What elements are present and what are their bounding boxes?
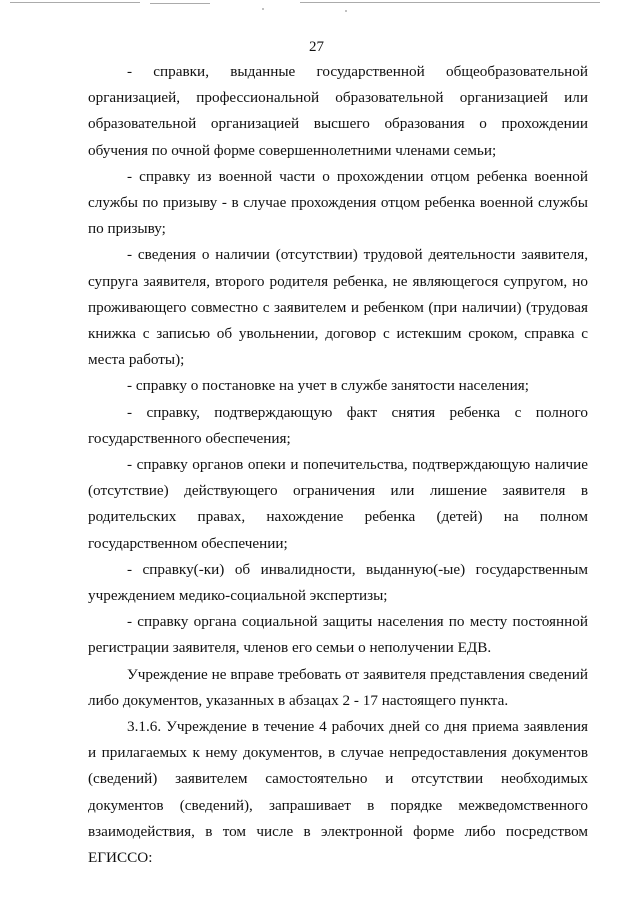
paragraph-military-service: - справку из военной части о прохождении отцом ребенка военной службы по призыву - в случае прохождения отцом ребенка военной службы по призыву; bbox=[88, 167, 588, 238]
scan-artifact bbox=[345, 10, 347, 12]
document-body bbox=[88, 59, 588, 871]
paragraph-employment-info: - сведения о наличии (отсутствии) трудовой деятельности заявителя, супруга заявителя, второго родителя ребенка, не являющегося супругом, но проживающего совместно с заявителем и ребенком (при наличии) (трудовая книжка с записью об увольнении, договор с истекшим сроком, справка с места работы); bbox=[88, 246, 588, 369]
scan-artifact bbox=[10, 2, 140, 3]
paragraph-disability: - справку(-ки) об инвалидности, выданную(-ые) государственным учреждением медико-социальной экспертизы; bbox=[88, 560, 588, 605]
paragraph-school-certificates: - справки, выданные государственной общеобразовательной организацией, профессиональной образовательной организацией или образовательной организацией высшего образования о прохождении обучения по очной форме совершеннолетними членами семьи; bbox=[88, 63, 588, 159]
page-number: 27 bbox=[309, 39, 324, 55]
paragraph-guardianship: - справку органов опеки и попечительства, подтверждающую наличие (отсутствие) действующего ограничения или лишение заявителя в родительских правах, нахождение ребенка (детей) на полном государственном обеспечении; bbox=[88, 456, 588, 552]
scan-artifact bbox=[262, 8, 264, 10]
paragraph-section-3-1-6: 3.1.6. Учреждение в течение 4 рабочих дней со дня приема заявления и прилагаемых к нему документов, в случае непредоставления документов (сведений) заявителем самостоятельно и отсутствии необходимых документов (сведений), запрашивает в порядке межведомственного взаимодействия, в том числе в электронной форме либо посредством ЕГИССО: bbox=[88, 718, 588, 867]
paragraph-restriction: Учреждение не вправе требовать от заявителя представления сведений либо документов, указанных в абзацах 2 - 17 настоящего пункта. bbox=[88, 665, 588, 709]
scan-artifact bbox=[300, 2, 600, 3]
paragraph-social-protection: - справку органа социальной защиты населения по месту постоянной регистрации заявителя, членов его семьи о неполучении ЕДВ. bbox=[88, 613, 588, 657]
scan-artifact bbox=[150, 3, 210, 4]
paragraph-employment-registration: - справку о постановке на учет в службе занятости населения; bbox=[127, 377, 530, 395]
paragraph-state-support-removal: - справку, подтверждающую факт снятия ребенка с полного государственного обеспечения; bbox=[88, 403, 588, 447]
